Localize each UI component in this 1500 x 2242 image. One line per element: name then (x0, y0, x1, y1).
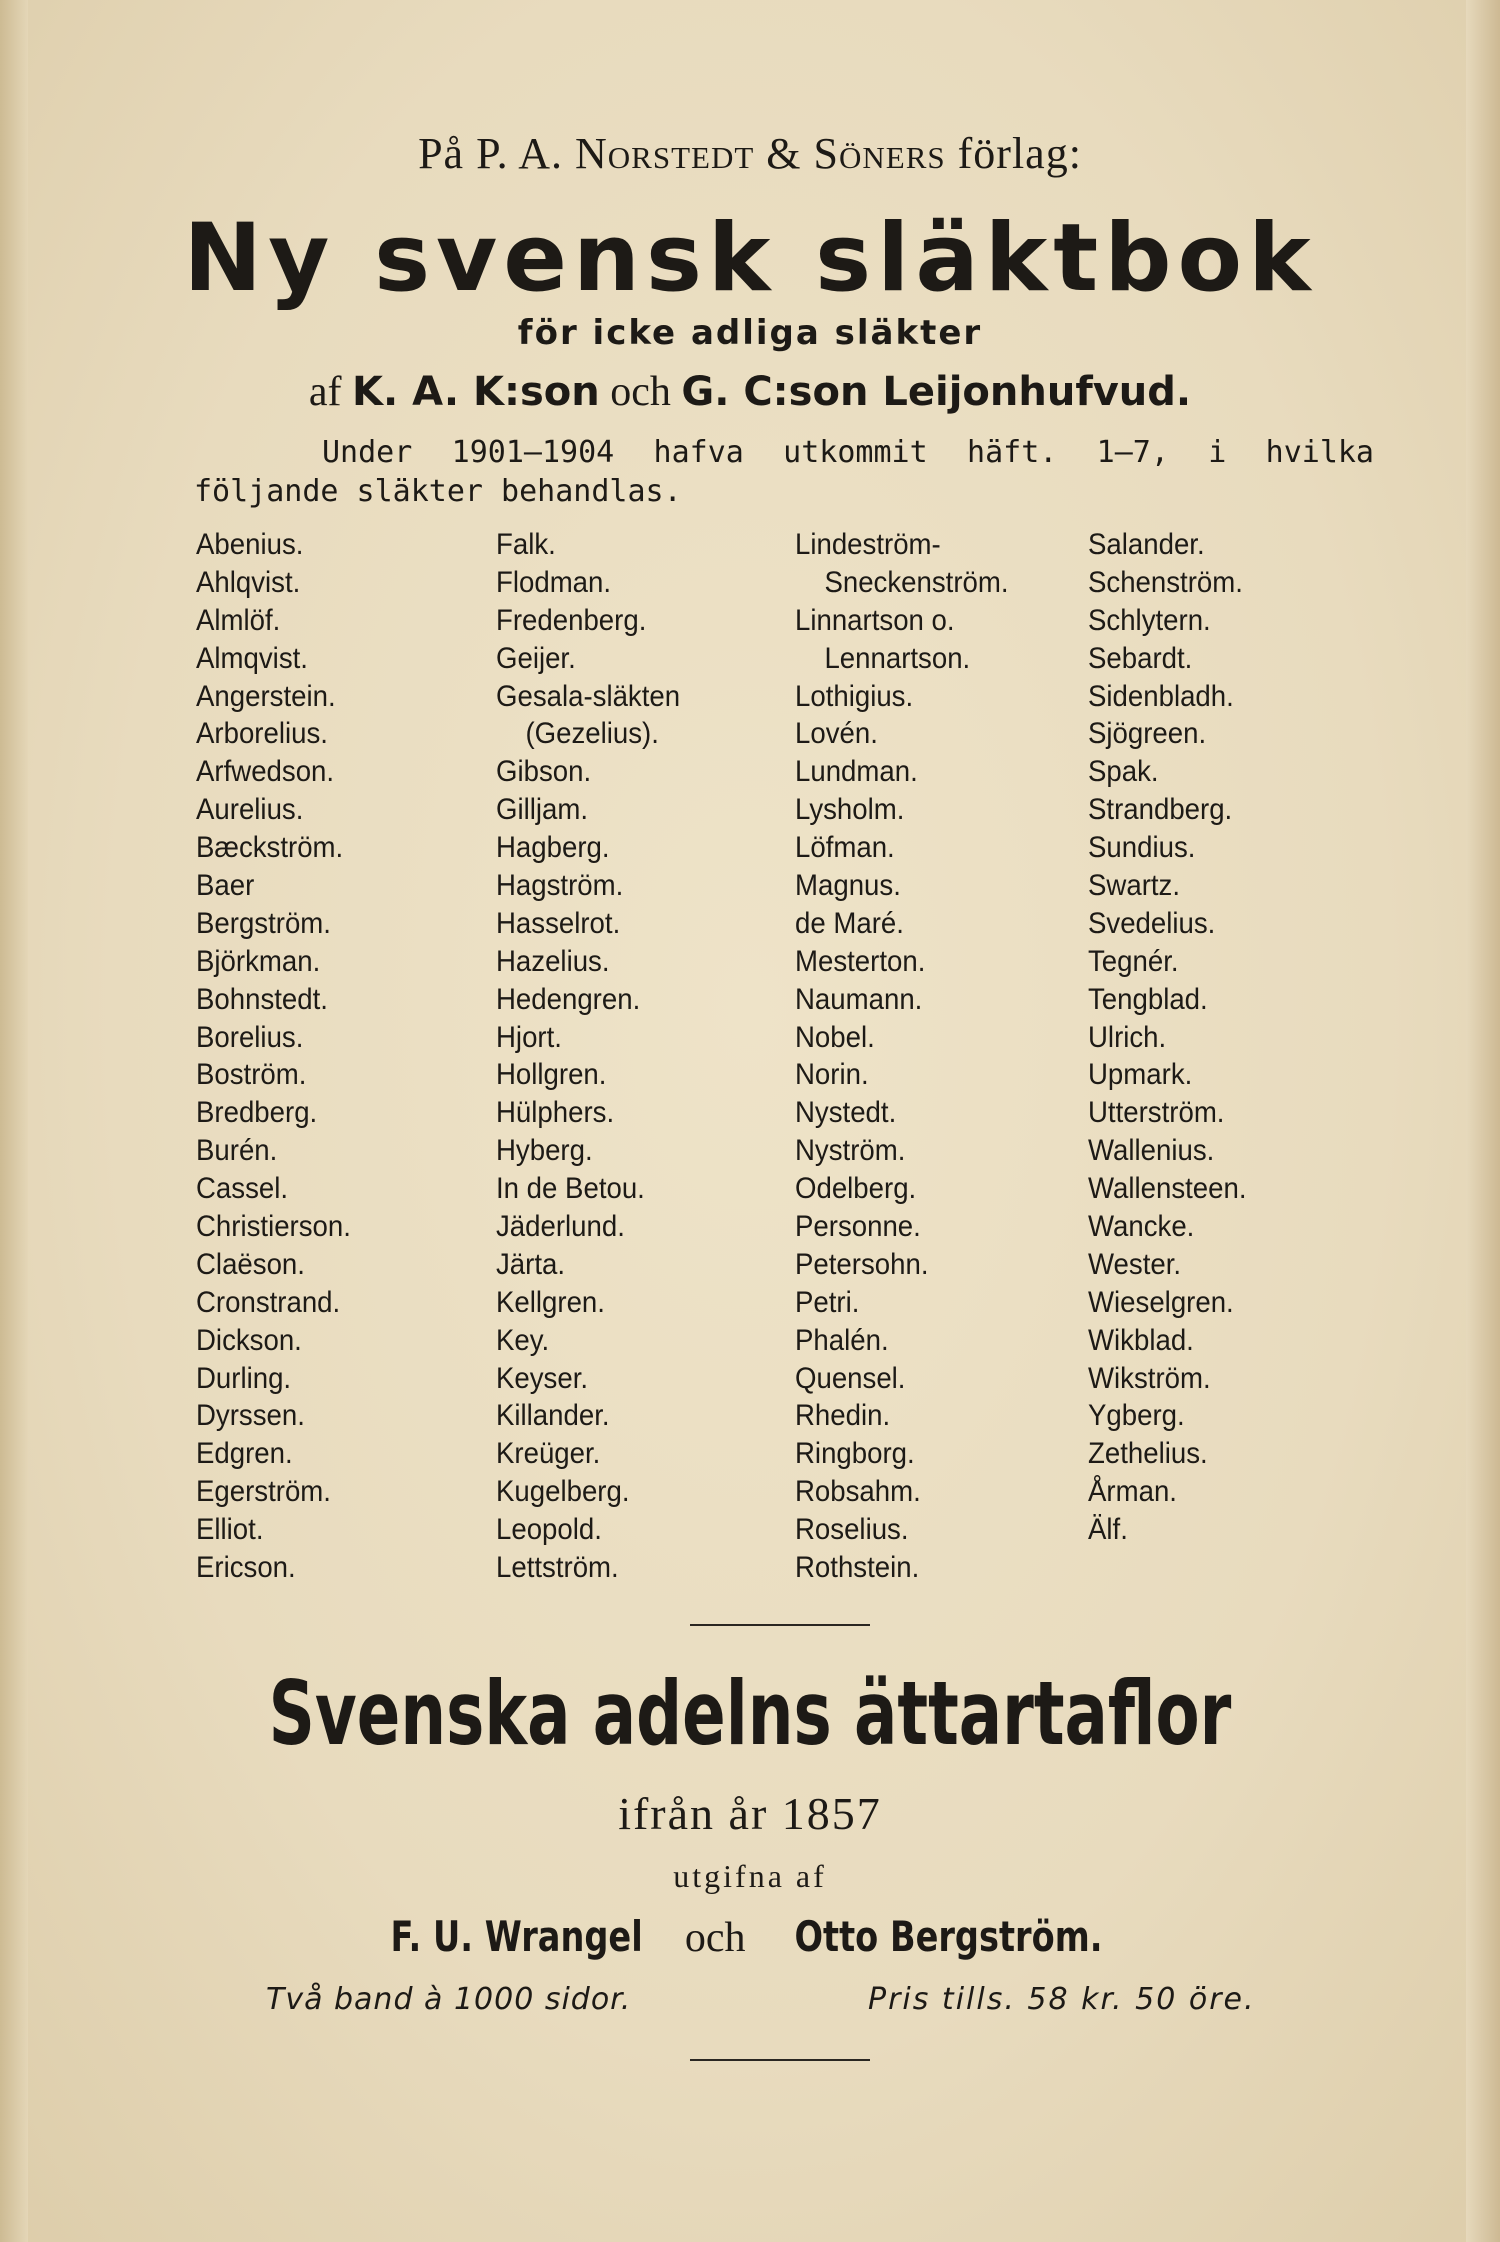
family-list-column-4 (1088, 526, 1247, 1549)
family-name: Leopold. (496, 1513, 602, 1547)
family-name: Schenström. (1088, 565, 1243, 599)
family-name: Personne. (795, 1210, 921, 1244)
book1-intro: Under 1901—1904 hafva utkommit häft. 1—7, i hvilka följande släkter behandlas. (194, 435, 1374, 509)
family-name: Sebardt. (1088, 641, 1193, 675)
family-name: Mesterton. (795, 944, 926, 978)
family-name: Wikström. (1088, 1361, 1211, 1395)
book2-and: och (684, 1915, 746, 1961)
family-name: Hjort. (496, 1020, 562, 1054)
family-name: Järta. (496, 1247, 566, 1281)
family-name: Salander. (1088, 528, 1205, 561)
family-name: Ringborg. (795, 1437, 915, 1471)
family-name: Sneckenström. (824, 565, 1009, 599)
book1-author1: K. A. K:son (352, 369, 600, 415)
family-name: Burén. (196, 1134, 278, 1168)
family-name: Kugelberg. (496, 1475, 630, 1509)
book2-since: ifrån år 1857 (618, 1788, 882, 1839)
family-name: Utterström. (1088, 1096, 1225, 1130)
family-name: Schlytern. (1088, 603, 1211, 637)
publisher-ampersand: & (766, 129, 802, 178)
family-name: Swartz. (1088, 869, 1181, 903)
family-name: de Maré. (795, 906, 904, 940)
family-name: Linnartson o. (795, 603, 955, 637)
publisher-name-norstedt: Norstedt (575, 129, 755, 178)
family-name: Sidenbladh. (1088, 679, 1234, 713)
bottom-divider-rule (690, 2059, 870, 2061)
family-name: Bæckström. (196, 831, 344, 865)
family-name: Hülphers. (496, 1096, 615, 1130)
family-name: Lothigius. (795, 679, 914, 713)
publisher-name-soners: Söners (813, 129, 946, 178)
family-name: Fredenberg. (496, 603, 647, 637)
family-name: In de Betou. (496, 1172, 645, 1206)
family-name: Kellgren. (496, 1285, 605, 1319)
family-name: Magnus. (795, 869, 901, 903)
family-name: Tengblad. (1088, 982, 1208, 1016)
family-name: Rhedin. (795, 1399, 891, 1433)
family-name: (Gezelius). (525, 717, 659, 751)
family-name: Flodman. (496, 565, 612, 599)
book1-by: af (308, 369, 342, 415)
publisher-prefix: På P. A. (418, 129, 564, 178)
family-name: Wester. (1088, 1247, 1182, 1281)
family-name: Christierson. (196, 1210, 351, 1244)
book2-volumes: Två band à 1000 sidor. (266, 1982, 632, 2017)
family-name: Lennartson. (824, 641, 971, 675)
family-list-column-2 (496, 526, 680, 1587)
family-name: Dyrssen. (196, 1399, 305, 1433)
family-name: Gesala-släkten (496, 679, 681, 713)
family-name: Killander. (496, 1399, 610, 1433)
family-name: Almqvist. (196, 641, 308, 675)
book2-title: Svenska adelns ättartaflor (268, 1662, 1232, 1765)
family-name: Norin. (795, 1058, 869, 1092)
book1-subtitle: för icke adliga släkter (517, 313, 983, 353)
family-name: Tegnér. (1088, 944, 1179, 978)
publisher-suffix: förlag: (957, 129, 1082, 178)
family-name: Nyström. (795, 1134, 906, 1168)
family-name: Edgren. (196, 1437, 293, 1471)
family-name: Årman. (1088, 1475, 1177, 1509)
family-name: Löfman. (795, 831, 895, 865)
family-name: Hasselrot. (496, 906, 621, 940)
family-name: Sjögreen. (1088, 717, 1207, 751)
family-name: Lovén. (795, 717, 878, 751)
family-name: Hagström. (496, 869, 624, 903)
family-name: Cassel. (196, 1172, 289, 1206)
family-name: Naumann. (795, 982, 923, 1016)
family-name: Petri. (795, 1285, 860, 1319)
family-name: Kreüger. (496, 1437, 601, 1471)
book2-price: Pris tills. 58 kr. 50 öre. (868, 1982, 1256, 2017)
family-name: Nobel. (795, 1020, 875, 1054)
book2-authors (0, 1912, 1500, 1962)
family-name: Claëson. (196, 1247, 305, 1281)
book1-authors (0, 368, 1500, 416)
divider-rule (690, 1624, 870, 1626)
book2-author1: F. U. Wrangel (390, 1912, 643, 1961)
family-list-column-3 (795, 526, 1009, 1587)
family-name: Wallensteen. (1088, 1172, 1247, 1206)
family-name: Petersohn. (795, 1247, 929, 1281)
family-name: Bergström. (196, 906, 331, 940)
family-name: Älf. (1088, 1513, 1128, 1547)
family-name: Ericson. (196, 1551, 296, 1585)
book1-title: Ny svensk släktbok (183, 204, 1317, 313)
family-name: Lysholm. (795, 793, 905, 827)
family-name: Quensel. (795, 1361, 906, 1395)
family-name: Ygberg. (1088, 1399, 1185, 1433)
family-name: Hyberg. (496, 1134, 593, 1168)
family-name: Lindeström- (795, 528, 941, 561)
family-name: Boström. (196, 1058, 307, 1092)
family-name: Almlöf. (196, 603, 281, 637)
publisher-line (0, 128, 1500, 179)
family-name: Robsahm. (795, 1475, 921, 1509)
family-name: Egerström. (196, 1475, 331, 1509)
family-name: Arborelius. (196, 717, 328, 751)
book1-and: och (610, 369, 671, 415)
family-name: Jäderlund. (496, 1210, 625, 1244)
family-name: Keyser. (496, 1361, 589, 1395)
family-name: Björkman. (196, 944, 321, 978)
family-name: Lettström. (496, 1551, 619, 1585)
book1-author2: G. C:son Leijonhufvud. (681, 369, 1192, 415)
family-name: Falk. (496, 528, 556, 561)
family-name: Cronstrand. (196, 1285, 341, 1319)
book2-edited-by: utgifna af (673, 1858, 827, 1894)
family-name: Wancke. (1088, 1210, 1195, 1244)
family-name: Wikblad. (1088, 1323, 1194, 1357)
family-name: Hagberg. (496, 831, 610, 865)
book2-author2: Otto Bergström. (794, 1912, 1103, 1961)
family-name: Ulrich. (1088, 1020, 1167, 1054)
family-name: Phalén. (795, 1323, 889, 1357)
family-name: Geijer. (496, 641, 576, 675)
family-list-column-1 (196, 526, 351, 1587)
family-name: Strandberg. (1088, 793, 1233, 827)
family-name: Wieselgren. (1088, 1285, 1234, 1319)
family-name: Aurelius. (196, 793, 304, 827)
family-name: Bredberg. (196, 1096, 318, 1130)
family-name: Odelberg. (795, 1172, 917, 1206)
family-name: Hazelius. (496, 944, 610, 978)
family-name: Svedelius. (1088, 906, 1216, 940)
family-name: Hollgren. (496, 1058, 607, 1092)
family-name: Bohnstedt. (196, 982, 328, 1016)
family-name: Nystedt. (795, 1096, 897, 1130)
family-name: Borelius. (196, 1020, 304, 1054)
family-name: Spak. (1088, 755, 1159, 789)
family-name: Rothstein. (795, 1551, 920, 1585)
family-name: Hedengren. (496, 982, 641, 1016)
family-name: Sundius. (1088, 831, 1196, 865)
family-name: Upmark. (1088, 1058, 1193, 1092)
family-name: Arfwedson. (196, 755, 335, 789)
family-name: Dickson. (196, 1323, 302, 1357)
family-name: Key. (496, 1323, 550, 1357)
family-name: Abenius. (196, 528, 304, 561)
family-name: Ahlqvist. (196, 565, 301, 599)
family-name: Zethelius. (1088, 1437, 1208, 1471)
family-name: Durling. (196, 1361, 292, 1395)
family-name: Wallenius. (1088, 1134, 1215, 1168)
family-name: Elliot. (196, 1513, 264, 1547)
family-name: Angerstein. (196, 679, 336, 713)
family-name: Roselius. (795, 1513, 909, 1547)
family-name: Gilljam. (496, 793, 589, 827)
family-name: Gibson. (496, 755, 592, 789)
family-name: Baer (196, 869, 255, 903)
family-name: Lundman. (795, 755, 918, 789)
